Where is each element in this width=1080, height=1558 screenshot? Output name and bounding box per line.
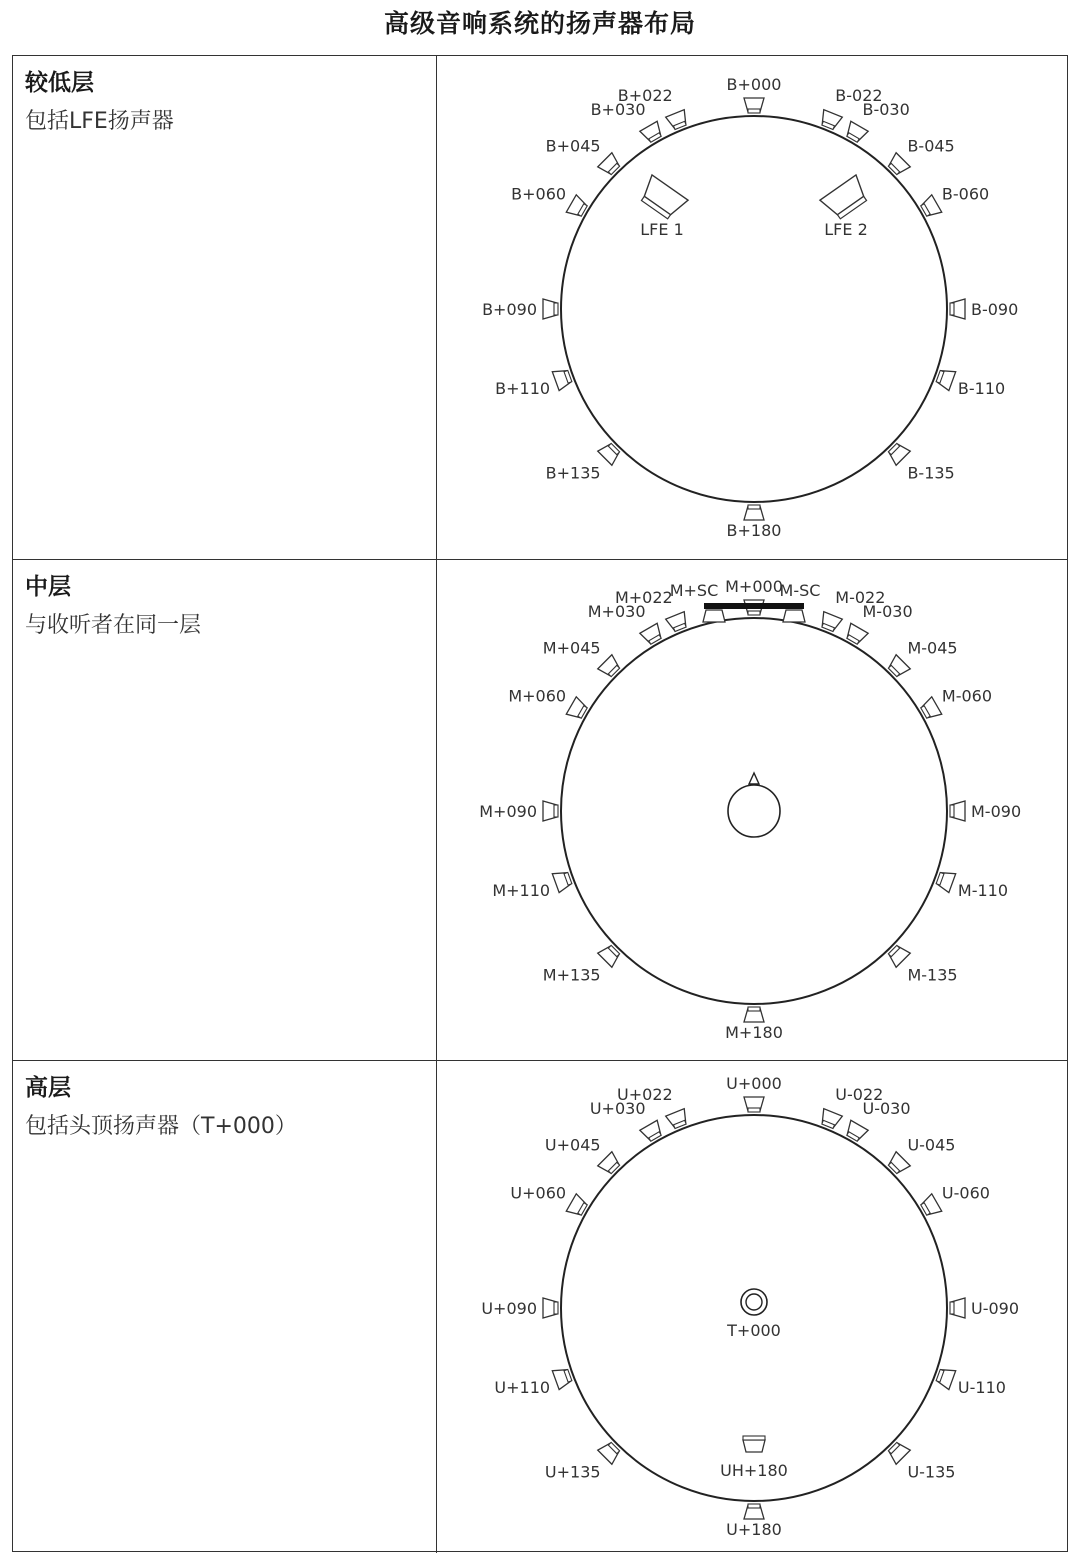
speaker-icon: [744, 1097, 764, 1112]
speaker-label-u-060: U-060: [941, 1183, 990, 1203]
speaker-label-m-022: M-022: [835, 587, 886, 607]
speaker-icon: [598, 1440, 623, 1465]
speaker-icon: [598, 655, 623, 680]
speaker-label-b-045: B-045: [907, 136, 955, 156]
speaker-icon: [886, 441, 911, 466]
screen-speaker-icon: [783, 610, 805, 622]
speaker-icon: [598, 153, 623, 178]
speaker-label-u-110: U-110: [957, 1378, 1006, 1398]
speaker-icon: [950, 299, 965, 319]
row-middle-layer: [13, 559, 1067, 1060]
speaker-label-uplus-030: U+030: [589, 1098, 646, 1118]
speaker-icon: [886, 1440, 911, 1465]
speaker-label-bplus-135: B+135: [545, 463, 601, 483]
lfe-speaker-icon: [637, 175, 689, 222]
speaker-label-bplus-022: B+022: [617, 85, 673, 105]
middle-layer-speaker-diagram: [437, 560, 1067, 1060]
speaker-label-uplus-000: U+000: [726, 1074, 782, 1093]
speaker-icon: [886, 943, 911, 968]
speaker-icon: [598, 441, 623, 466]
screen-speaker-label: M+SC: [669, 581, 719, 600]
listener-nose: [749, 773, 759, 784]
speaker-label-mplus-090: M+090: [479, 802, 537, 821]
speaker-label-bplus-030: B+030: [590, 99, 646, 119]
speaker-label-m-060: M-060: [941, 686, 993, 706]
speaker-label-bplus-110: B+110: [495, 379, 551, 399]
lower-layer-description: [13, 56, 437, 559]
speaker-icon: [598, 943, 623, 968]
speaker-label-b-135: B-135: [907, 463, 955, 483]
speaker-label-bplus-000: B+000: [726, 75, 782, 94]
speaker-icon: [950, 1298, 965, 1318]
layer-desc: 包括头顶扬声器（T+000）: [25, 1114, 297, 1139]
upper-layer-diagram: [437, 1061, 1067, 1553]
speaker-icon: [598, 1152, 623, 1177]
speaker-label-uplus-060: U+060: [510, 1183, 567, 1203]
speaker-label-b-060: B-060: [941, 184, 990, 204]
row-lower-layer: [13, 56, 1067, 559]
speaker-icon: [950, 801, 965, 821]
layer-name: 中层: [25, 574, 71, 600]
speaker-icon: [543, 299, 558, 319]
uh-speaker-icon: [743, 1436, 765, 1452]
upper-layer-description: [13, 1061, 437, 1553]
speaker-label-mplus-135: M+135: [542, 965, 601, 985]
speaker-label-mplus-030: M+030: [587, 601, 646, 621]
speaker-label-mplus-022: M+022: [614, 587, 673, 607]
speaker-icon: [744, 1007, 764, 1022]
listener-head: [728, 785, 780, 837]
speaker-icon: [744, 1504, 764, 1519]
speaker-label-b-090: B-090: [971, 300, 1019, 319]
speaker-label-u-045: U-045: [907, 1135, 956, 1155]
speaker-label-m-135: M-135: [907, 965, 958, 985]
speaker-label-b-030: B-030: [862, 99, 910, 119]
speaker-label-u-030: U-030: [862, 1098, 911, 1118]
speaker-icon: [886, 655, 911, 680]
speaker-label-uplus-110: U+110: [494, 1378, 551, 1398]
uh-speaker-label: UH+180: [720, 1461, 788, 1480]
speaker-icon: [886, 1152, 911, 1177]
speaker-label-mplus-045: M+045: [542, 638, 601, 658]
speaker-label-uplus-135: U+135: [544, 1462, 601, 1482]
upper-layer-speaker-diagram: [437, 1061, 1067, 1553]
lower-layer-diagram: [437, 56, 1067, 559]
speaker-label-bplus-060: B+060: [511, 184, 567, 204]
middle-layer-diagram: [437, 560, 1067, 1060]
speaker-label-u-135: U-135: [907, 1462, 956, 1482]
speaker-label-uplus-022: U+022: [617, 1084, 673, 1104]
speaker-label-bplus-045: B+045: [545, 136, 601, 156]
lfe-speaker-icon: [820, 175, 872, 222]
page-title: 高级音响系统的扬声器布局: [383, 9, 696, 38]
speaker-label-mplus-110: M+110: [492, 881, 551, 901]
middle-layer-description: [13, 560, 437, 1060]
speaker-label-bplus-180: B+180: [726, 521, 782, 540]
row-upper-layer: [13, 1060, 1067, 1553]
speaker-icon: [543, 1298, 558, 1318]
screen-speaker-icon: [703, 610, 725, 622]
speaker-label-u-090: U-090: [971, 1299, 1020, 1318]
speaker-label-m-045: M-045: [907, 638, 958, 658]
speaker-label-m-110: M-110: [957, 881, 1009, 901]
speaker-label-mplus-060: M+060: [508, 686, 567, 706]
speaker-label-m-030: M-030: [862, 601, 913, 621]
layout-table: [12, 55, 1068, 1552]
lower-layer-speaker-diagram: [437, 56, 1067, 556]
speaker-label-uplus-045: U+045: [544, 1135, 601, 1155]
speaker-label-m-090: M-090: [971, 802, 1022, 821]
layer-desc: 包括LFE扬声器: [25, 109, 174, 134]
speaker-icon: [886, 153, 911, 178]
overhead-speaker-label: T+000: [727, 1321, 781, 1340]
speaker-icon: [543, 801, 558, 821]
layer-name: 高层: [25, 1075, 71, 1101]
speaker-label-uplus-090: U+090: [481, 1299, 537, 1318]
lfe-label: LFE 1: [640, 220, 684, 239]
speaker-label-bplus-090: B+090: [482, 300, 537, 319]
overhead-speaker-icon: [741, 1289, 767, 1315]
lfe-label: LFE 2: [824, 220, 868, 239]
speaker-label-b-022: B-022: [835, 85, 883, 105]
layer-name: 较低层: [25, 70, 94, 96]
speaker-label-b-110: B-110: [957, 379, 1006, 399]
speaker-label-mplus-180: M+180: [725, 1023, 783, 1042]
speaker-label-u-022: U-022: [835, 1084, 884, 1104]
room-circle: [561, 116, 947, 502]
speaker-icon: [744, 505, 764, 520]
screen-bar: [704, 603, 804, 609]
speaker-icon: [744, 98, 764, 113]
screen-speaker-label: M-SC: [779, 581, 821, 600]
speaker-label-mplus-000: M+000: [725, 577, 783, 596]
speaker-label-uplus-180: U+180: [726, 1520, 782, 1539]
layer-desc: 与收听者在同一层: [25, 613, 202, 638]
